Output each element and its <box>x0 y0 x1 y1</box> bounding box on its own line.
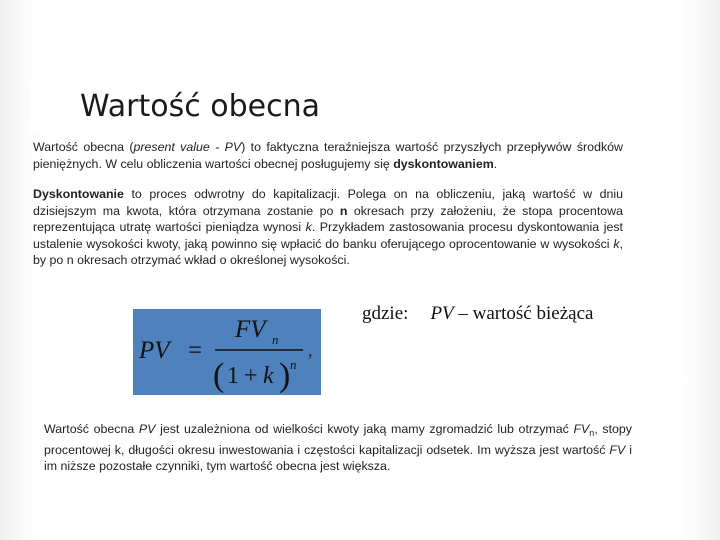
summary-text-2: jest uzależniona od wielkości kwoty jaką mamy zgromadzić lub otrzymać <box>155 422 574 436</box>
summary-text-4: i im niższe pozostałe czynniki, tym wartość obecna jest większa. <box>44 442 632 473</box>
discounting-k2-term: k <box>613 236 620 251</box>
formula-equals: = <box>188 337 203 364</box>
formula-numerator-subscript: n <box>272 332 279 347</box>
discounting-text-2: okresach przy założeniu, że stopa procentowa reprezentująca utratę wartości pieniądza wynosi <box>33 203 623 234</box>
formula-k: k <box>263 363 274 389</box>
summary-text-3: , stopy procentowej k, długości okresu inwestowania i częstości kapitalizacji odsetek. Im wyższa jest wartość <box>44 422 633 457</box>
intro-paragraph <box>33 139 623 172</box>
discounting-text-1: to proces odwrotny do kapitalizacji. Polega on na obliczeniu, jaką wartość w dniu dzisiejszym ma kwota, która otrzymana zostanie po <box>33 187 623 218</box>
summary-fv-subscript: n <box>589 428 595 438</box>
summary-fv2-term: FV <box>609 442 626 457</box>
intro-text-3: . <box>493 156 498 171</box>
discounting-text-4: , by po n okresach otrzymać wkład o określonej wysokości. <box>33 236 623 267</box>
intro-present-value-term: present value - PV <box>133 140 242 154</box>
legend-pv-symbol: PV <box>430 303 454 324</box>
formula-comma: , <box>308 340 313 360</box>
legend-definition: – wartość bieżąca <box>453 303 594 324</box>
summary-paragraph <box>44 421 632 475</box>
formula-plus: + <box>244 363 258 389</box>
formula-lhs: PV <box>139 337 170 364</box>
left-paren: ( <box>213 357 225 394</box>
discounting-text-3: . Przykładem zastosowania procesu dyskontowania jest ustalenie wysokości kwoty, jaką powinno się wpłacić do banku oferującego oprocentowanie w wysokości <box>33 220 623 251</box>
discounting-term: Dyskontowanie <box>33 187 124 201</box>
summary-pv-term: PV <box>138 422 156 436</box>
intro-discounting-term: dyskontowaniem <box>393 156 494 171</box>
summary-text-1: Wartość obecna <box>44 422 139 436</box>
present-value-formula <box>133 309 321 395</box>
right-paren: ) <box>279 357 291 394</box>
summary-fv-term: FV <box>573 422 590 436</box>
slide-title: Wartość obecna <box>80 89 320 124</box>
discounting-paragraph <box>33 186 623 269</box>
intro-text-1: Wartość obecna ( <box>33 140 134 154</box>
formula-svg <box>133 309 321 395</box>
formula-numerator: FV <box>235 316 266 343</box>
intro-text-2: ) to faktyczna teraźniejsza wartość przyszłych przepływów środków pieniężnych. W celu obliczenia wartości obecnej posługujemy się <box>33 140 624 171</box>
legend-label: gdzie: <box>362 303 409 324</box>
formula-exponent: n <box>290 357 297 372</box>
discounting-n-term: n <box>339 203 348 218</box>
formula-one: 1 <box>227 363 239 389</box>
formula-legend <box>362 303 593 325</box>
discounting-k-term: k <box>305 220 312 234</box>
